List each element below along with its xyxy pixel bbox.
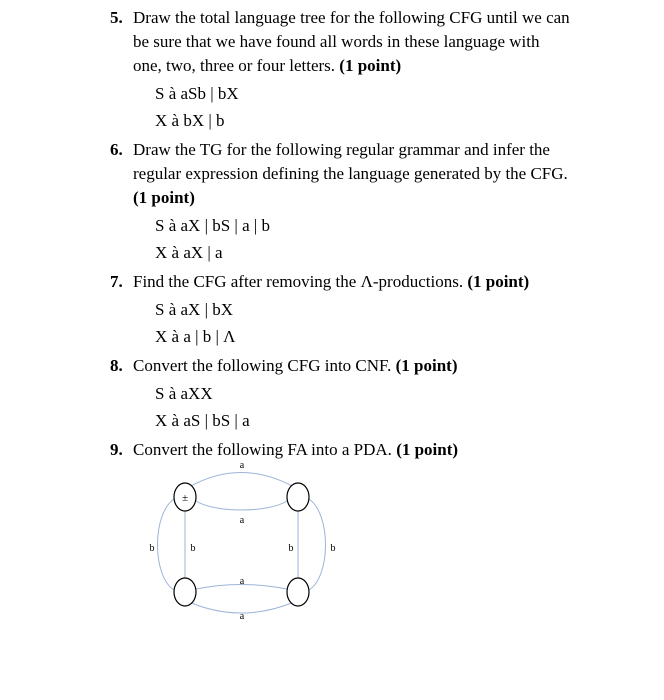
- grammar-line: S à aXX: [155, 384, 213, 403]
- question-number: 6.: [110, 140, 123, 159]
- edge-label-bottom-outer: a: [239, 611, 245, 622]
- question-6: [110, 138, 580, 268]
- points-label: (1 point): [133, 188, 195, 207]
- edge-label-left-inner: b: [190, 543, 196, 554]
- edge-label-right-inner: b: [288, 543, 294, 554]
- start-state-label: ±: [181, 492, 189, 504]
- edge-right-outer: [309, 499, 326, 590]
- grammar-block: [155, 212, 570, 266]
- edge-label-right-outer: b: [330, 543, 336, 554]
- question-body: [133, 6, 570, 136]
- question-number: 9.: [110, 440, 123, 459]
- question-list: [110, 6, 580, 464]
- fa-diagram-svg: [145, 452, 355, 642]
- question-body: [133, 138, 570, 268]
- points-label: (1 point): [339, 56, 402, 75]
- edge-left-outer: [158, 499, 175, 590]
- edge-top-outer: [189, 473, 294, 488]
- grammar-line: X à aX | a: [155, 243, 223, 262]
- grammar-line: X à a | b | Λ: [155, 327, 236, 346]
- question-text: Draw the TG for the following regular grammar and infer the regular expression defining the language generated by the CFG.: [133, 140, 568, 183]
- grammar-block: [155, 80, 570, 134]
- question-body: [133, 270, 570, 352]
- grammar-block: [155, 380, 570, 434]
- state-bottom-left: [174, 578, 196, 606]
- edge-label-left-outer: b: [149, 543, 155, 554]
- question-8: [110, 354, 580, 436]
- question-text: Convert the following CFG into CNF.: [133, 356, 396, 375]
- question-text: Convert the following FA into a PDA.: [133, 440, 397, 459]
- points-label: (1 point): [396, 440, 459, 459]
- question-number: 7.: [110, 272, 123, 291]
- edge-top-inner: [196, 501, 287, 510]
- grammar-line: X à bX | b: [155, 111, 225, 130]
- question-7: [110, 270, 580, 352]
- question-5: [110, 6, 580, 136]
- grammar-line: S à aX | bS | a | b: [155, 216, 271, 235]
- edge-label-top-outer: a: [239, 460, 245, 471]
- question-number: 8.: [110, 356, 123, 375]
- grammar-block: [155, 296, 570, 350]
- state-bottom-right: [287, 578, 309, 606]
- question-text: Find the CFG after removing the Λ-productions.: [133, 272, 468, 291]
- edge-label-bottom-inner: a: [239, 576, 245, 587]
- points-label: (1 point): [467, 272, 530, 291]
- state-top-right: [287, 483, 309, 511]
- grammar-line: S à aSb | bX: [155, 84, 239, 103]
- grammar-line: S à aX | bX: [155, 300, 234, 319]
- question-body: [133, 354, 570, 436]
- points-label: (1 point): [395, 356, 458, 375]
- fa-diagram: [145, 452, 355, 642]
- grammar-line: X à aS | bS | a: [155, 411, 250, 430]
- question-text: Draw the total language tree for the following CFG until we can be sure that we have found all words in these language with one, two, three or four letters.: [133, 8, 570, 75]
- question-number: 5.: [110, 8, 123, 27]
- edge-label-top-inner: a: [239, 515, 245, 526]
